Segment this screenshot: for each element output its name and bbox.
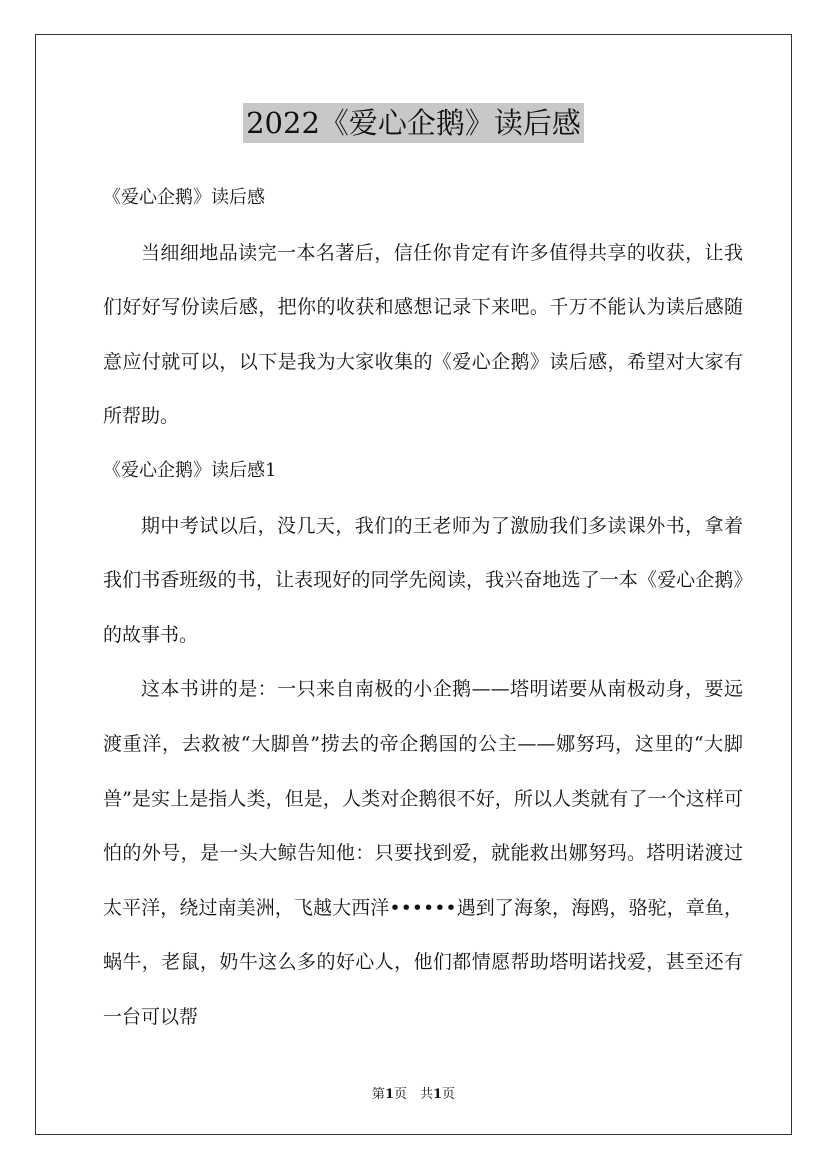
- page-footer: [0, 1083, 827, 1102]
- footer-prefix: 第: [371, 1087, 385, 1102]
- body-paragraph: 当细细地品读完一本名著后，信任你肯定有许多值得共享的收获，让我们好好写份读后感，把你的收获和感想记录下来吧。千万不能认为读后感随意应付就可以，以下是我为大家收集的《爱心企鹅》读后感，希望对大家有所帮助。: [103, 241, 743, 428]
- document-body: [103, 171, 743, 1045]
- section-heading: 《爱心企鹅》读后感: [103, 187, 265, 208]
- footer-suffix: 页: [442, 1087, 456, 1102]
- footer-mid: 页 共: [393, 1087, 433, 1102]
- footer-page-number: 1: [384, 1087, 394, 1102]
- document-title: 2022《爱心企鹅》读后感: [243, 103, 584, 143]
- title-container: [0, 103, 827, 143]
- body-paragraph: 期中考试以后，没几天，我们的王老师为了激励我们多读课外书，拿着我们书香班级的书，让表现好的同学先阅读，我兴奋地选了一本《爱心企鹅》的故事书。: [103, 514, 743, 646]
- section-heading: 《爱心企鹅》读后感1: [103, 459, 277, 481]
- body-paragraph: 这本书讲的是：一只来自南极的小企鹅——塔明诺要从南极动身，要远渡重洋，去救被“大脚兽”捞去的帝企鹅国的公主——娜努玛，这里的“大脚兽”是实上是指人类，但是，人类对企鹅很不好，所以人类就有了一个这样可怕的外号，是一头大鲸告知他：只要找到爱，就能救出娜努玛。塔明诺渡过太平洋，绕过南美洲，飞越大西洋••••••遇到了海象，海鸥，骆驼，章鱼，蜗牛，老鼠，奶牛这么多的好心人，他们都情愿帮助塔明诺找爱，甚至还有一台可以帮: [103, 678, 743, 1028]
- footer-total-pages: 1: [433, 1087, 443, 1102]
